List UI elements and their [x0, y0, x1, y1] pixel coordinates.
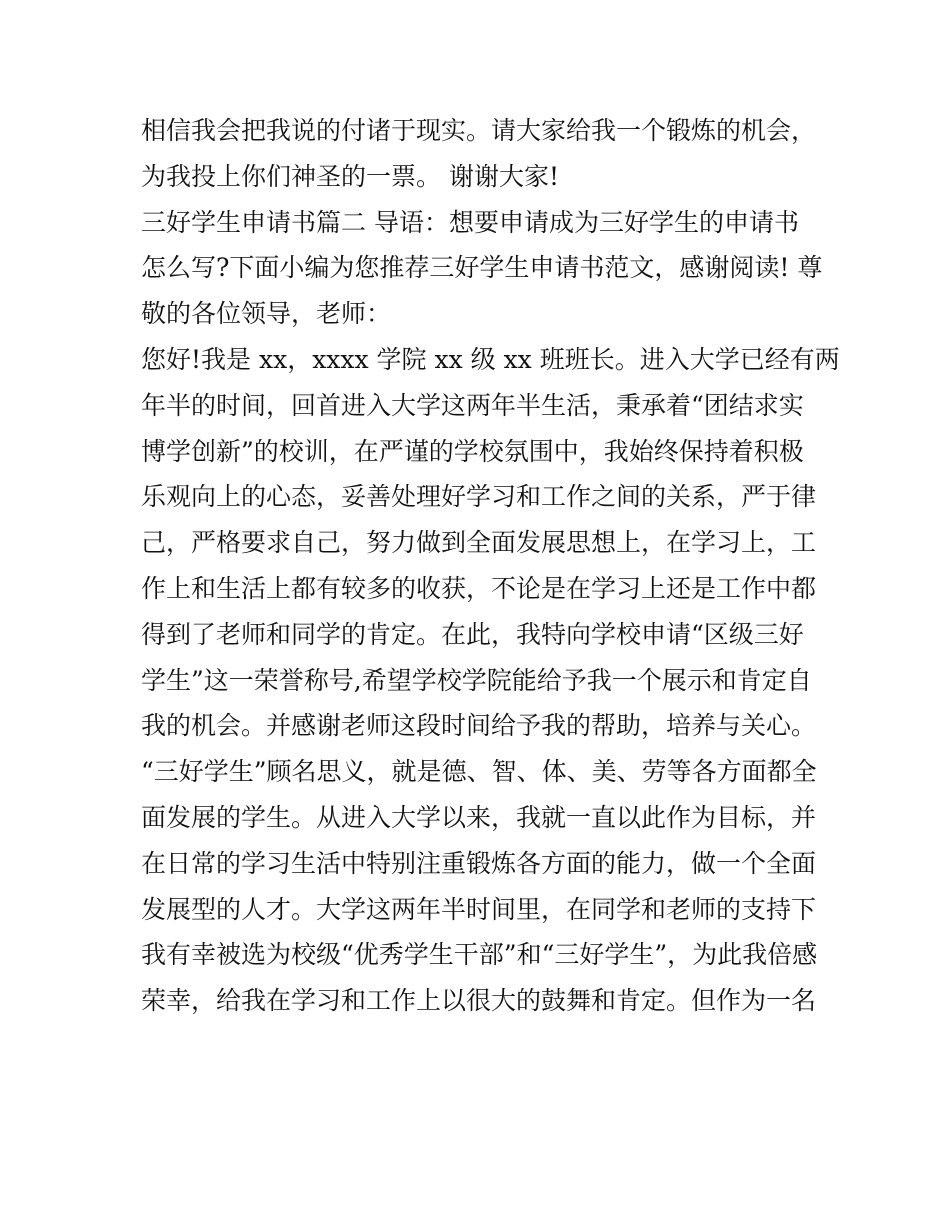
text-line: 怎么写?下面小编为您推荐三好学生申请书范文，感谢阅读! 尊	[141, 253, 823, 283]
text-line: 年半的时间，回首进入大学这两年半生活，秉承着“团结求实	[141, 390, 804, 420]
text-line: 荣幸，给我在学习和工作上以很大的鼓舞和肯定。但作为一名	[141, 986, 817, 1016]
text-line: 您好!我是 xx，xxxx 学院 xx 级 xx 班班长。进入大学已经有两	[141, 344, 840, 374]
text-line: 敬的各位领导，老师：	[141, 299, 392, 329]
text-line: 学生”这一荣誉称号,希望学校学院能给予我一个展示和肯定自	[141, 665, 812, 695]
text-line: 为我投上你们神圣的一票。 谢谢大家!	[141, 161, 559, 191]
text-line: 相信我会把我说的付诸于现实。请大家给我一个锻炼的机会，	[141, 116, 817, 145]
text-line: 作上和生活上都有较多的收获，不论是在学习上还是工作中都	[141, 573, 817, 603]
text-line: 乐观向上的心态，妥善处理好学习和工作之间的关系，严于律	[141, 482, 817, 512]
text-line: 博学创新”的校训，在严谨的学校氛围中，我始终保持着积极	[141, 436, 804, 466]
document-body	[141, 108, 840, 1024]
text-line: 我的机会。并感谢老师这段时间给予我的帮助，培养与关心。	[141, 711, 817, 741]
text-line: 我有幸被选为校级“优秀学生干部”和“三好学生”，为此我倍感	[141, 940, 818, 970]
text-line: 己，严格要求自己，努力做到全面发展思想上，在学习上，工	[141, 528, 817, 558]
text-line: 三好学生申请书篇二 导语：想要申请成为三好学生的申请书	[141, 207, 799, 237]
text-line: “三好学生”顾名思义，就是德、智、体、美、劳等各方面都全	[141, 757, 817, 787]
text-line: 发展型的人才。大学这两年半时间里，在同学和老师的支持下	[141, 894, 817, 924]
text-line: 面发展的学生。从进入大学以来，我就一直以此作为目标，并	[141, 802, 817, 832]
text-line: 得到了老师和同学的肯定。在此，我特向学校申请“区级三好	[141, 619, 804, 649]
text-line: 在日常的学习生活中特别注重锻炼各方面的能力，做一个全面	[141, 848, 817, 878]
